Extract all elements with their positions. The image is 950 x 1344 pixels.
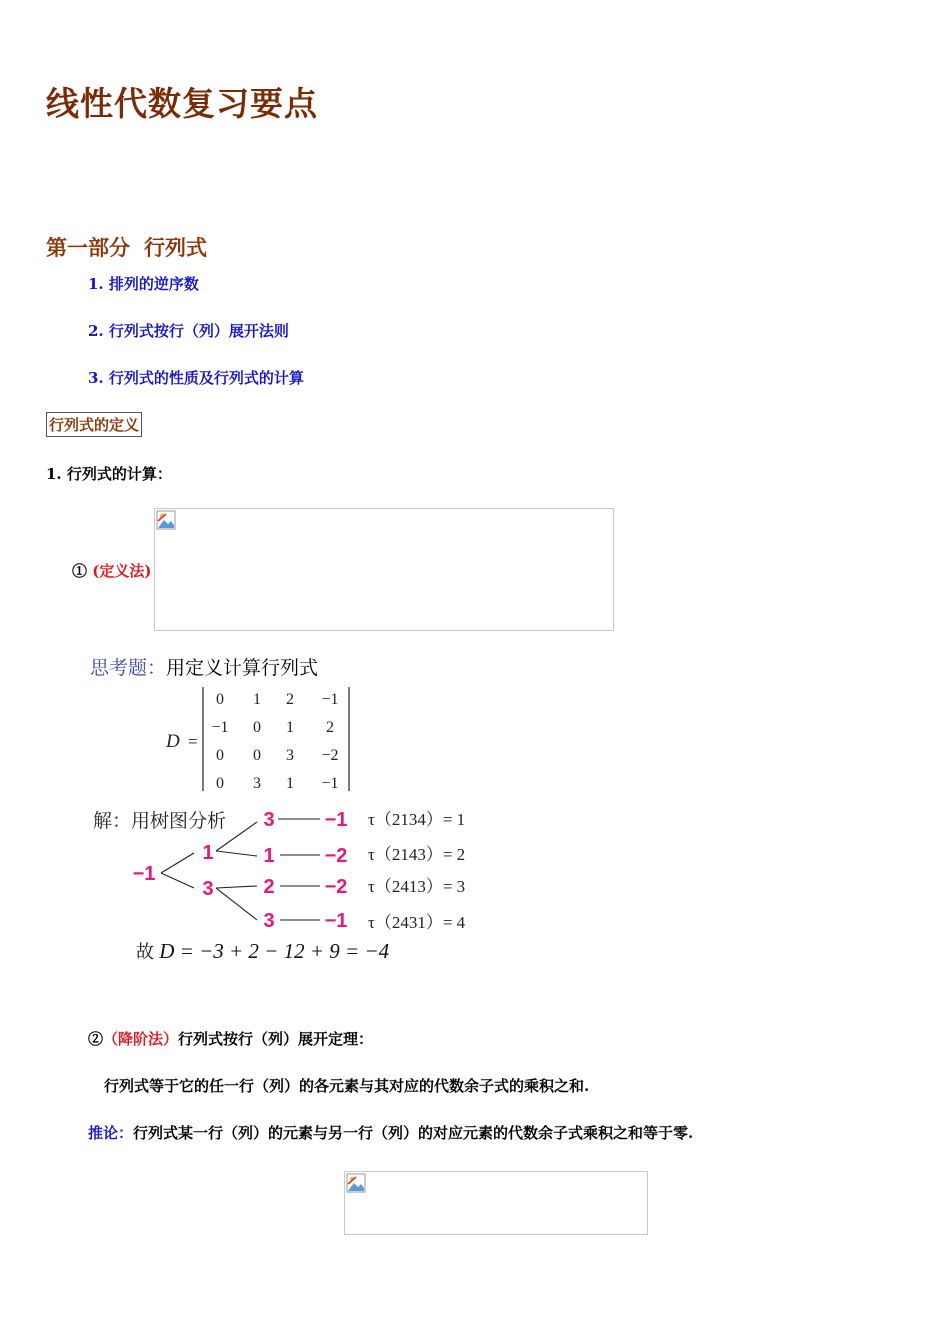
matrix-cell: 0 [253,719,261,736]
calc-heading: 1. 行列式的计算： [46,465,172,483]
tree-root: −1 [132,863,156,885]
method2-heading [88,1028,373,1049]
matrix-cell: 1 [286,719,294,736]
method1-label [72,560,151,581]
tree-level2-d: 3 [263,910,275,932]
tau-value-3: τ（2413）= 3 [368,877,466,896]
matrix-cell: 1 [253,691,261,708]
method2-name: （降阶法） [103,1030,179,1048]
matrix-cell: 0 [216,747,224,764]
conclusion-prefix: 故 [136,942,154,962]
definition-box: 行列式的定义 [46,412,142,437]
tree-level2-a: 3 [263,809,275,831]
solution-conclusion [136,938,389,964]
section-heading [46,232,207,262]
matrix-cell: −1 [321,691,339,708]
method1-marker: ① [72,562,88,580]
tree-level3-a: −1 [324,809,348,831]
matrix-cell: 3 [286,747,294,764]
matrix-cell: 2 [286,691,294,708]
toc-item-expansion: 2. 行列式按行（列）展开法则 [88,322,289,340]
tau-value-1: τ（2134）= 1 [368,810,466,829]
determinant-matrix [160,683,360,795]
tree-level2-c: 2 [263,876,275,898]
expansion-theorem: 行列式等于它的任一行（列）的各元素与其对应的代数余子式的乘积之和. [104,1077,590,1095]
matrix-cell: −2 [321,747,339,764]
method2-text: 行列式按行（列）展开定理： [178,1030,374,1048]
exercise-label: 思考题： [90,657,167,679]
tau-value-2: τ（2143）= 2 [368,845,466,864]
corollary-text: 行列式某一行（列）的元素与另一行（列）的对应元素的代数余子式乘积之和等于零. [133,1124,694,1142]
page-title: 线性代数复习要点 [46,84,318,123]
corollary-label: 推论： [88,1124,134,1142]
matrix-cell: 0 [216,691,224,708]
determinant-symbol: D [166,731,180,752]
tree-level1-a: 1 [202,842,214,864]
exercise-prompt [90,653,318,680]
toc-item-properties: 3. 行列式的性质及行列式的计算 [88,369,304,387]
tree-level1-b: 3 [202,878,214,900]
tree-diagram [128,800,508,940]
corollary [88,1122,693,1143]
toc-item-inversion: 1. 排列的逆序数 [88,275,199,293]
matrix-cell: −1 [211,719,229,736]
equals-sign: = [188,732,198,751]
section-name: 行列式 [144,235,207,260]
image-placeholder-definition [154,508,614,631]
tree-level3-d: −1 [324,910,348,932]
matrix-cell: 0 [253,747,261,764]
matrix-cell: 0 [216,775,224,792]
method2-marker: ② [88,1030,104,1048]
matrix-cell: −1 [321,775,339,792]
solution-text: 解：用树图分析 [93,810,227,832]
broken-image-icon [346,1173,366,1193]
matrix-cell: 2 [326,719,334,736]
tree-level2-b: 1 [263,845,275,867]
broken-image-icon [156,510,176,530]
tree-level3-b: −2 [324,845,348,867]
conclusion-equation: D = −3 + 2 − 12 + 9 = −4 [159,939,390,963]
section-part: 第一部分 [46,235,130,260]
tau-value-4: τ（2431）= 4 [368,913,466,932]
method1-name: (定义法) [92,562,152,580]
matrix-cell: 1 [286,775,294,792]
exercise-text: 用定义计算行列式 [166,657,319,679]
image-placeholder-corollary [344,1171,648,1235]
tree-level3-c: −2 [324,876,348,898]
matrix-cell: 3 [253,775,261,792]
tree-branches [161,819,320,920]
